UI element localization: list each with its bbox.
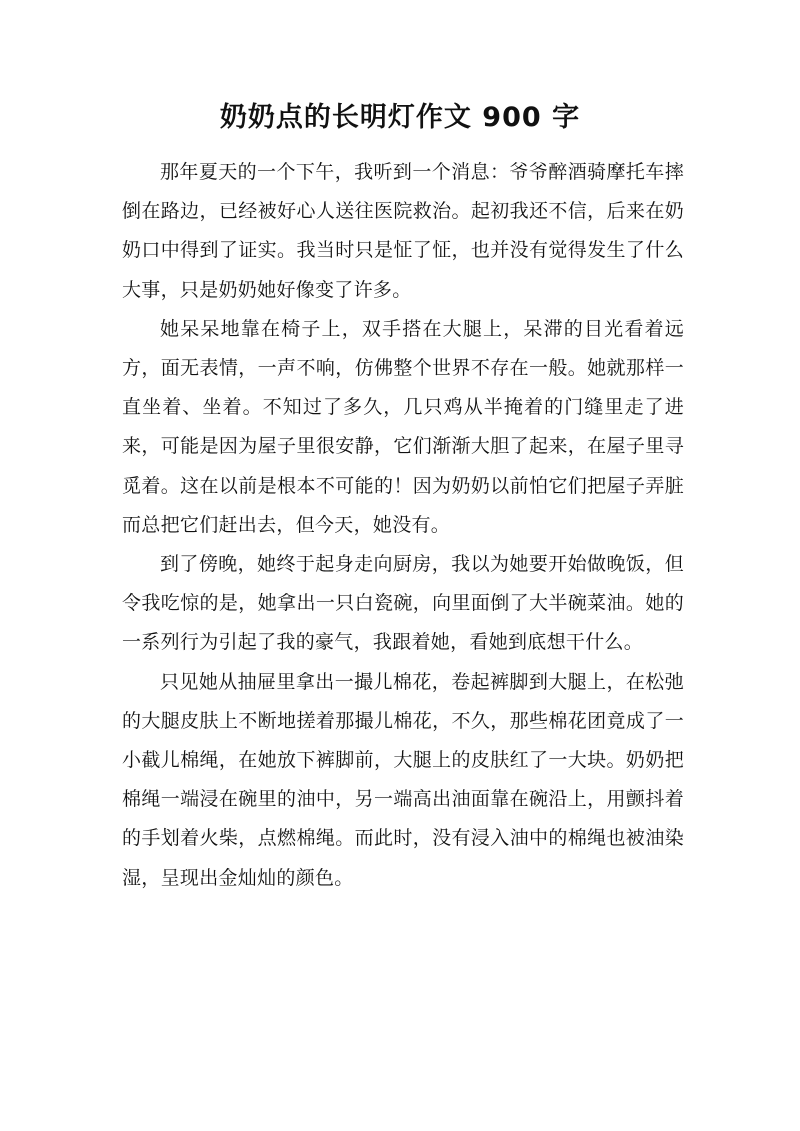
paragraph: 只见她从抽屉里拿出一撮儿棉花，卷起裤脚到大腿上，在松弛的大腿皮肤上不断地搓着那撮儿棉花，不久，那些棉花团竟成了一小截儿棉绳，在她放下裤脚前，大腿上的皮肤红了一大块。奶奶把棉绳一端浸在碗里的油中，另一端高出油面靠在碗沿上，用颤抖着的手划着火柴，点燃棉绳。而此时，没有浸入油中的棉绳也被油染湿，呈现出金灿灿的颜色。 [122, 670, 684, 889]
document-body [122, 153, 684, 898]
paragraph: 她呆呆地靠在椅子上，双手搭在大腿上，呆滞的目光看着远方，面无表情，一声不响，仿佛整个世界不存在一般。她就那样一直坐着、坐着。不知过了多久，几只鸡从半掩着的门缝里走了进来，可能是因为屋子里很安静，它们渐渐大胆了起来，在屋子里寻觅着。这在以前是根本不可能的！因为奶奶以前怕它们把屋子弄脏而总把它们赶出去，但今天，她没有。 [122, 317, 684, 536]
paragraph: 到了傍晚，她终于起身走向厨房，我以为她要开始做晚饭，但令我吃惊的是，她拿出一只白瓷碗，向里面倒了大半碗菜油。她的一系列行为引起了我的豪气，我跟着她，看她到底想干什么。 [122, 553, 684, 654]
document-title: 奶奶点的长明灯作文 900 字 [219, 102, 581, 133]
paragraph: 那年夏天的一个下午，我听到一个消息：爷爷醉酒骑摩托车摔倒在路边，已经被好心人送往医院救治。起初我还不信，后来在奶奶口中得到了证实。我当时只是怔了怔，也并没有觉得发生了什么大事，只是奶奶她好像变了许多。 [122, 161, 684, 301]
